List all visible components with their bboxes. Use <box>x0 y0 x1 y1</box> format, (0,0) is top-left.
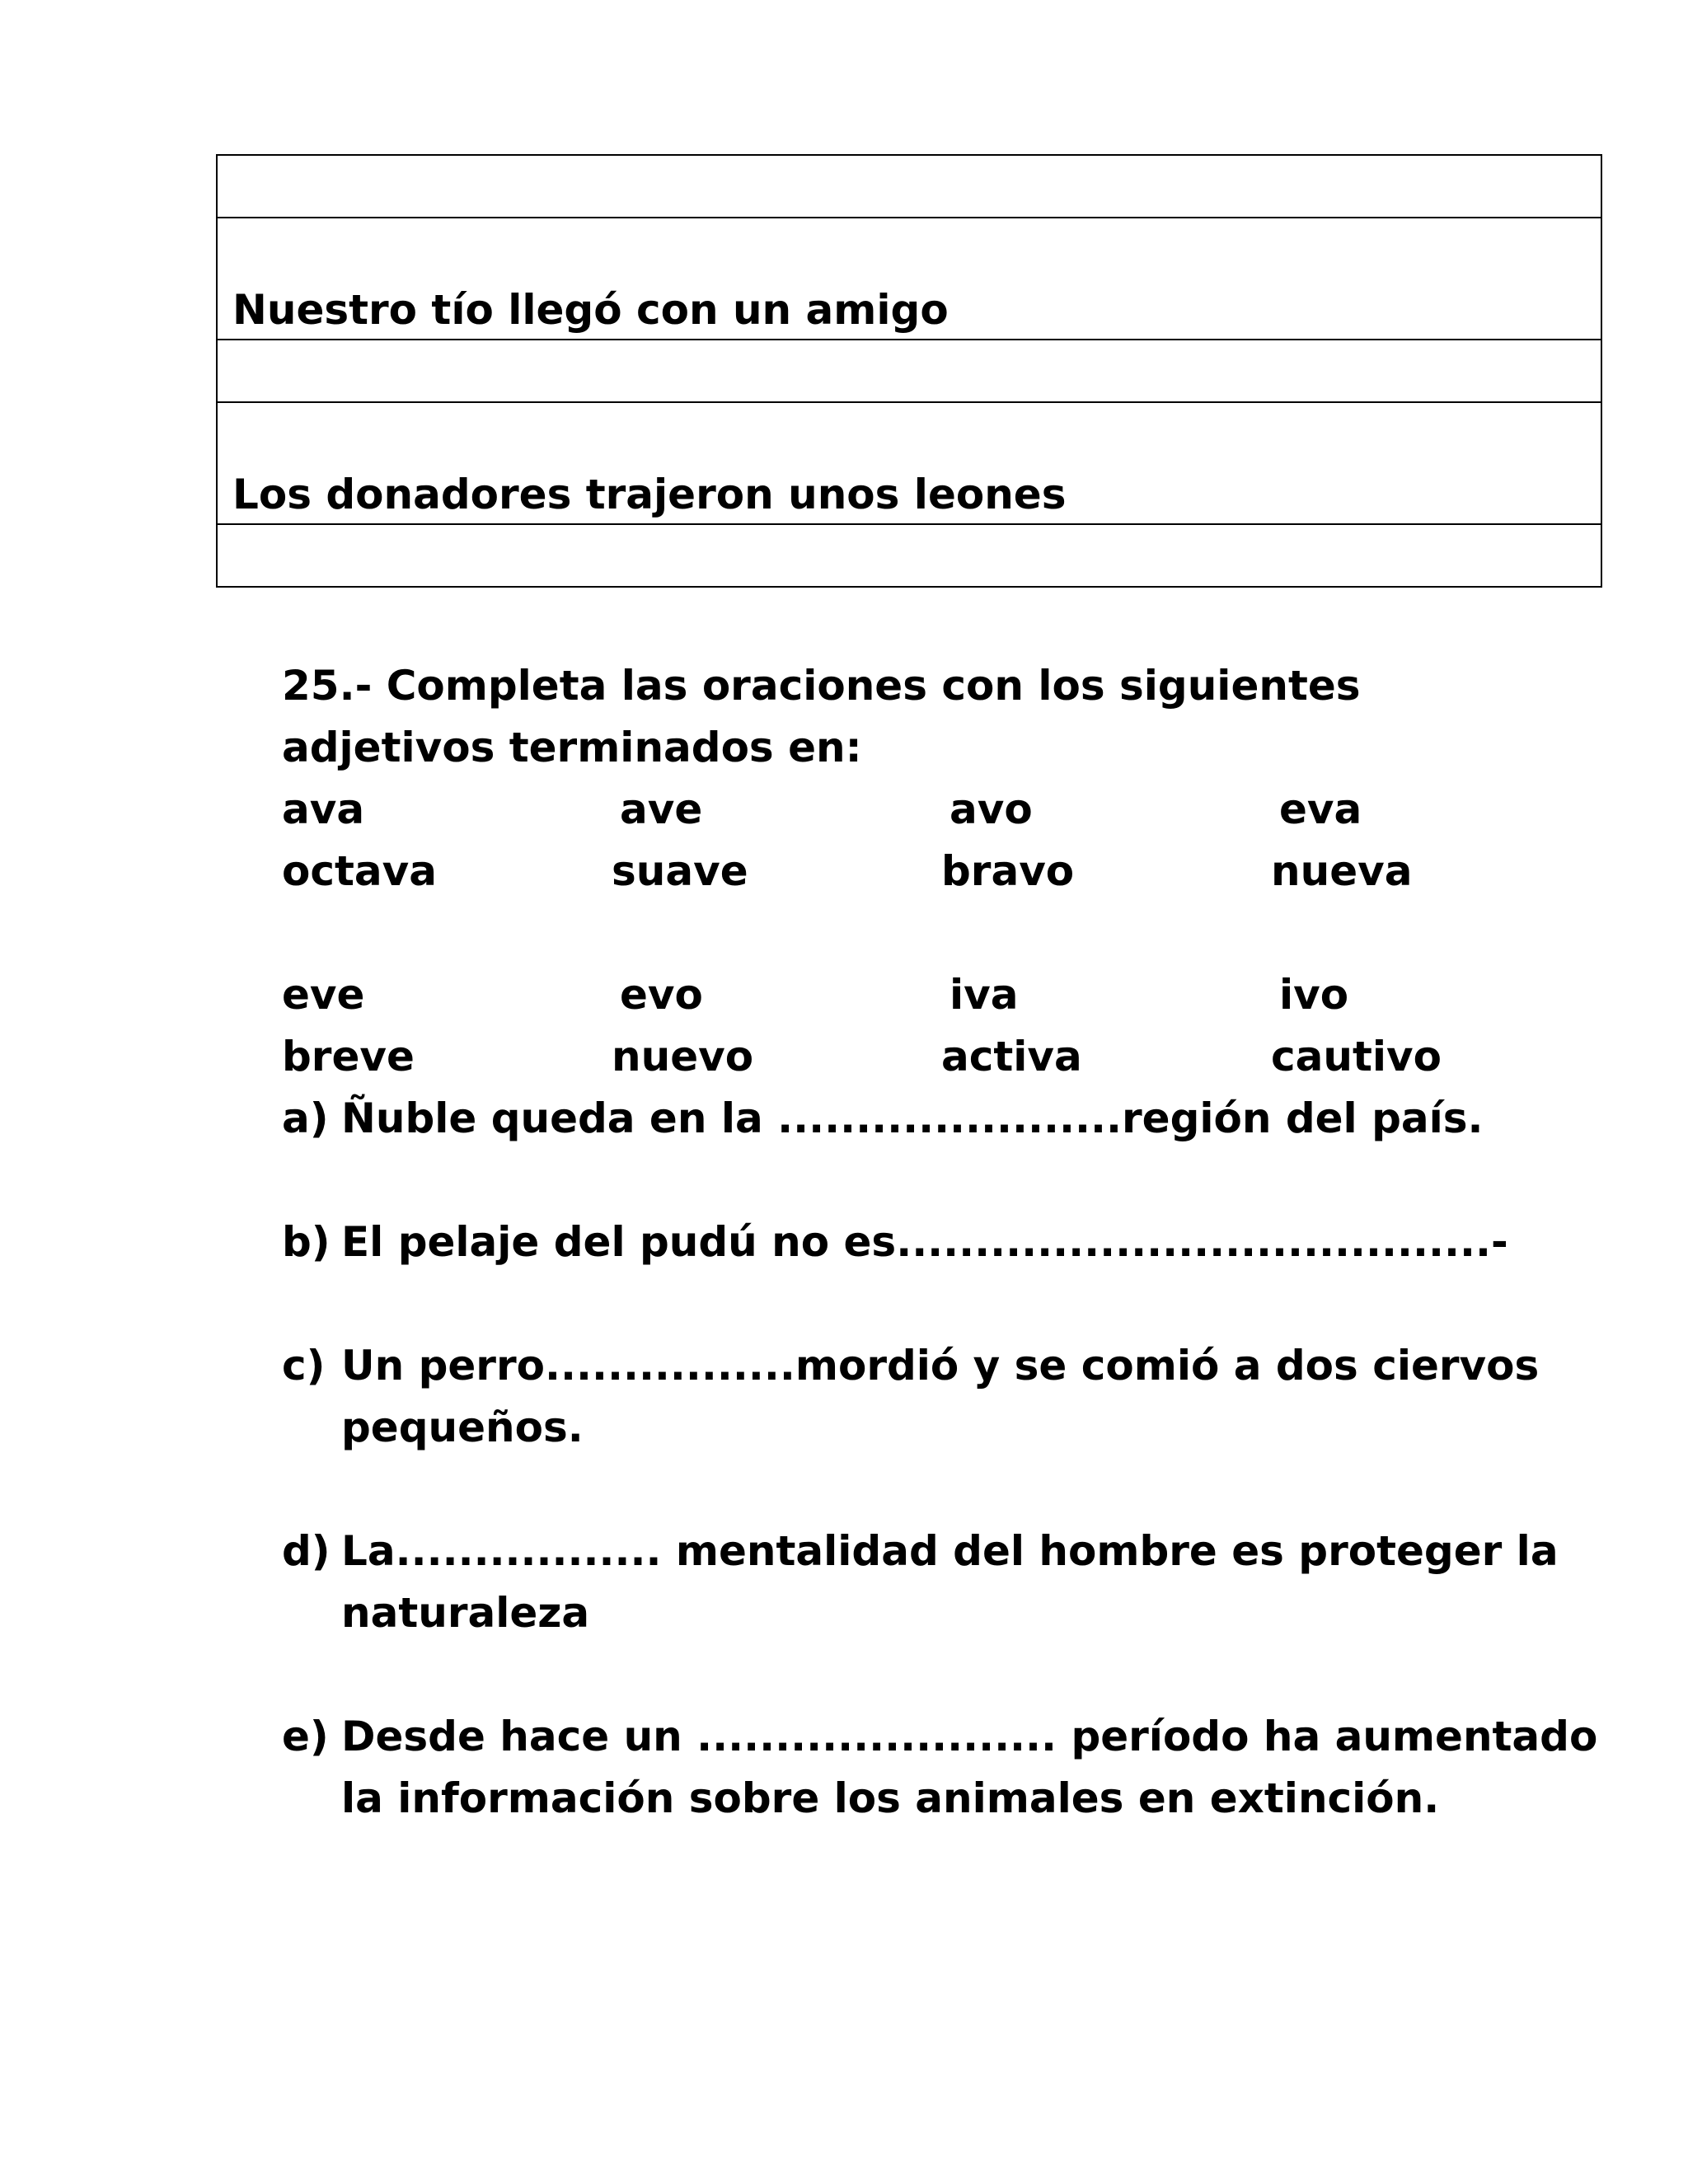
table-row <box>217 402 1601 524</box>
item-marker: a) <box>282 1094 329 1142</box>
adjective-word: nuevo <box>612 1033 754 1080</box>
item-text: El pelaje del pudú no es......................................- <box>341 1218 1508 1266</box>
item-marker: b) <box>282 1218 331 1266</box>
exercise-25 <box>282 655 1601 1830</box>
item-text: Ñuble queda en la ......................región del país. <box>341 1094 1484 1142</box>
word-bank-group-1 <box>282 779 1601 902</box>
table-row <box>217 155 1601 218</box>
answer-cell <box>217 155 1601 218</box>
table-row <box>217 218 1601 340</box>
adjective-word: cautivo <box>1271 1033 1442 1080</box>
sentence-list <box>282 1088 1601 1830</box>
sentence-cell: Nuestro tío llegó con un amigo <box>217 218 1601 340</box>
adjective-word: octava <box>282 847 437 895</box>
spacer <box>282 902 1601 964</box>
exercise-heading <box>282 655 1601 779</box>
sentence-cell: Los donadores trajeron unos leones <box>217 402 1601 524</box>
item-text: Desde hace un ....................... período ha aumentado la información sobre los animales en extinción. <box>341 1713 1598 1822</box>
answer-cell <box>217 524 1601 587</box>
adjective-word: suave <box>612 847 748 895</box>
ending-label: ave <box>620 785 703 833</box>
adjective-word: bravo <box>941 847 1075 895</box>
adjective-word: breve <box>282 1033 415 1080</box>
item-text: Un perro................mordió y se comió a dos ciervos pequeños. <box>341 1342 1540 1451</box>
ending-label: eve <box>282 971 365 1019</box>
table-row <box>217 340 1601 402</box>
adjective-word: activa <box>941 1033 1082 1080</box>
answer-cell <box>217 340 1601 402</box>
table-row <box>217 524 1601 587</box>
item-marker: d) <box>282 1527 331 1575</box>
sentence-table <box>216 154 1602 588</box>
heading-line: 25.- Completa las oraciones con los siguientes <box>282 662 1361 710</box>
heading-line: adjetivos terminados en: <box>282 724 862 771</box>
list-item <box>282 1088 1601 1150</box>
word-bank-group-2 <box>282 964 1601 1088</box>
list-item <box>282 1335 1601 1459</box>
ending-label: ava <box>282 785 365 833</box>
ending-label: eva <box>1279 785 1362 833</box>
item-marker: c) <box>282 1342 326 1390</box>
adjective-word: nueva <box>1271 847 1413 895</box>
list-item <box>282 1706 1601 1830</box>
ending-label: iva <box>950 971 1019 1019</box>
list-item <box>282 1521 1601 1644</box>
ending-label: avo <box>950 785 1033 833</box>
item-text: La................. mentalidad del hombre es proteger la naturaleza <box>341 1527 1559 1637</box>
list-item <box>282 1212 1601 1273</box>
item-marker: e) <box>282 1713 329 1760</box>
ending-label: ivo <box>1279 971 1349 1019</box>
ending-label: evo <box>620 971 703 1019</box>
